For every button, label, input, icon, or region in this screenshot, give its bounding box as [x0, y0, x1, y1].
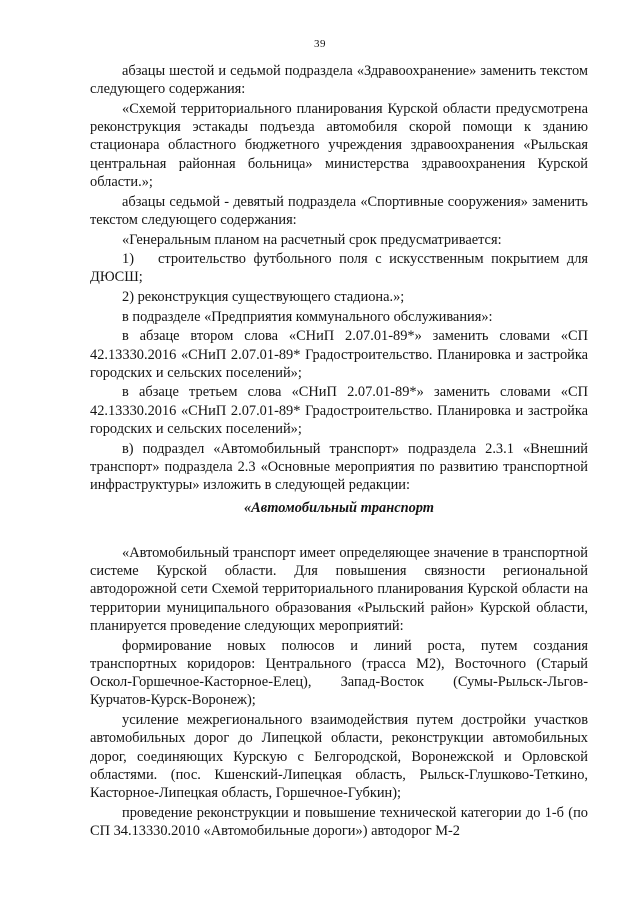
section-heading: «Автомобильный транспорт — [243, 499, 434, 516]
paragraph-reconstruction: проведение реконструкции и повышение технической категории до 1-б (по СП 34.13330.2010 «Автомобильные дороги») автодорог М-2 — [90, 804, 588, 840]
paragraph-second-clause: в абзаце втором слова «СНиП 2.07.01-89*» заменить словами «СП 42.13330.2016 «СНиП 2.07.01-89* Градостроительство. Планировка и застройка городских и сельских поселений»; — [90, 328, 588, 381]
paragraph-master-plan: «Генеральным планом на расчетный срок предусматривается: — [122, 231, 502, 248]
list-item-text: строительство футбольного поля с искусственным покрытием для ДЮСШ; — [90, 251, 588, 286]
list-item-football-field — [90, 250, 588, 287]
paragraph-healthcare-amendment: абзацы шестой и седьмой подраздела «Здравоохранение» заменить текстом следующего содержания: — [90, 63, 588, 98]
paragraph-growth-corridors: формирование новых полюсов и линий роста, путем создания транспортных коридоров: Центрального (трасса М2), Восточного (Старый Оскол-Горшечное-Касторное-Елец), Запад-Восток (Сумы-Рыльск-Льгов-Курчатов-Курск-Воронеж); — [90, 637, 588, 709]
paragraph-healthcare-text: «Схемой территориального планирования Курской области предусмотрена реконструкция эстакады подъезда автомобиля скорой помощи к зданию стационара областного бюджетного учреждения здравоохранения «Рыльская центральная районная больница» министерства здравоохранения Курской области.»; — [90, 100, 588, 191]
paragraph-interregional: усиление межрегионального взаимодействия путем достройки участков автомобильных дорог до Липецкой области, реконструкции автомобильных дорог, соединяющих Курскую с Белгородской, Воронежской и Орловской областями. (пос. Кшенский-Липецкая область, Рыльск-Глушково-Теткино, Касторное-Липецкая область, Горшечное-Губкин); — [90, 712, 588, 802]
paragraph-third-clause: в абзаце третьем слова «СНиП 2.07.01-89*» заменить словами «СП 42.13330.2016 «СНиП 2.07.01-89* Градостроительство. Планировка и застройка городских и сельских поселений»; — [90, 384, 588, 438]
paragraph-sports-amendment: абзацы седьмой - девятый подраздела «Спортивные сооружения» заменить текстом следующего содержания: — [90, 193, 588, 228]
paragraph-road-transport-amendment: в) подраздел «Автомобильный транспорт» подраздела 2.3.1 «Внешний транспорт» подраздела 2.3 «Основные мероприятия по развитию транспортной инфраструктуры» изложить в следующей редакции: — [90, 440, 588, 494]
paragraph-utilities-section: в подразделе «Предприятия коммунального обслуживания»: — [122, 308, 493, 325]
page-number: 39 — [314, 38, 326, 50]
document-body — [90, 62, 588, 842]
paragraph-road-transport-intro: «Автомобильный транспорт имеет определяющее значение в транспортной системе Курской области. Для повышения связности региональной автодорожной сети Схемой территориального планирования Курской области на территории муниципального образования «Рыльский район» Курской области, планируется проведение следующих мероприятий: — [90, 544, 588, 634]
list-item-number: 1) — [122, 251, 134, 268]
list-item-stadium: 2) реконструкция существующего стадиона.»; — [122, 289, 405, 306]
